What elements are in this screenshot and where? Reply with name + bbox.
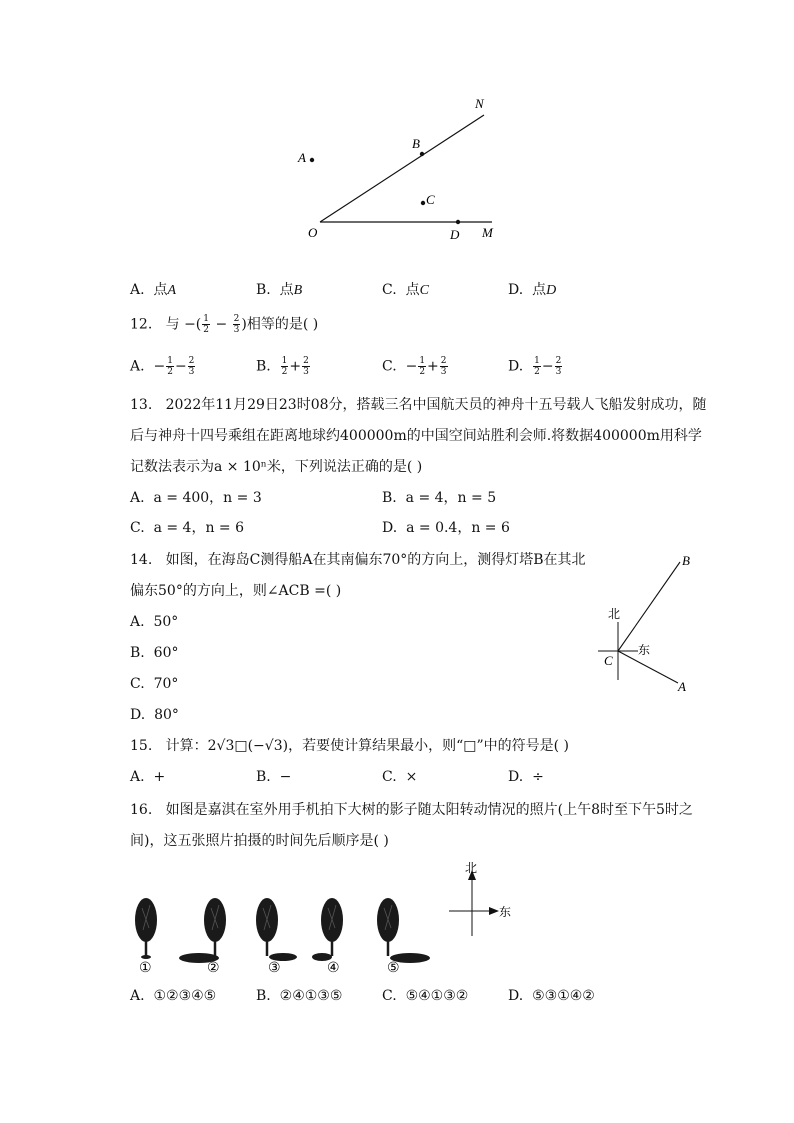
q14-line2: 偏东50°的方向上，则∠ACB =( ) (130, 583, 342, 599)
photo-label-5: ⑤ (387, 961, 400, 976)
photo-label-2: ② (207, 961, 220, 976)
q13-line2: 后与神舟十四号乘组在距离地球约400000m的中国空间站胜利会师.将数据400000m用科学 (130, 428, 702, 444)
q13-option-a[interactable]: A. a = 400，n = 3 (130, 490, 262, 506)
photo-5 (377, 898, 430, 963)
photo-label-3: ③ (268, 961, 281, 976)
q13-option-c[interactable]: C. a = 4，n = 6 (130, 520, 245, 536)
q16-option-d[interactable]: D. ⑤③①④② (508, 988, 595, 1004)
label-d: D (450, 227, 460, 242)
q12-stem: 12. 与 −( $\frac{1}{2}$ − $\frac{2}{3}$ )相等的是( ) (130, 314, 319, 335)
label-north: 北 (608, 607, 621, 621)
compass-figure (445, 860, 525, 940)
q15-option-b[interactable]: B. − (256, 769, 292, 785)
label-m: M (482, 225, 493, 240)
photo-label-4: ④ (327, 961, 340, 976)
q13-option-d[interactable]: D. a = 0.4，n = 6 (382, 520, 510, 536)
q16-line2: 间)，这五张照片拍摄的时间先后顺序是( ) (130, 833, 389, 849)
q16-line1: 16. 如图是嘉淇在室外用手机拍下大树的影子随太阳转动情况的照片(上午8时至下午5时之 (130, 802, 693, 818)
q15-option-d[interactable]: D. ÷ (508, 769, 544, 785)
photo-3 (256, 898, 297, 961)
q12-option-b[interactable]: B. $\frac{1}{2}$ + $\frac{2}{3}$ (256, 356, 309, 377)
q14-line1: 14. 如图，在海岛C测得船A在其南偏东70°的方向上，测得灯塔B在其北 (130, 552, 586, 568)
q16-option-c[interactable]: C. ⑤④①③② (382, 988, 469, 1004)
photo-2 (179, 898, 226, 963)
q13-line1: 13. 2022年11月29日23时08分，搭载三名中国航天员的神舟十五号载人飞船发射成功，随 (130, 397, 707, 413)
label-east: 东 (638, 643, 651, 657)
label-a: A (298, 150, 306, 165)
q11-option-b[interactable]: B. 点B (256, 282, 303, 298)
point-b (420, 152, 424, 156)
label-o: O (308, 225, 318, 240)
q15-option-a[interactable]: A. + (130, 769, 166, 785)
q11-option-d[interactable]: D. 点D (508, 282, 557, 298)
label-b: B (412, 136, 420, 151)
compass-north: 北 (465, 861, 478, 875)
q16-option-b[interactable]: B. ②④①③⑤ (256, 988, 343, 1004)
ray-on (320, 115, 484, 222)
photo-1 (135, 898, 157, 959)
label-c: C (426, 192, 435, 207)
photo-label-1: ① (139, 961, 152, 976)
point-a (310, 158, 314, 162)
q15-option-c[interactable]: C. × (382, 769, 418, 785)
label-n: N (475, 96, 484, 111)
east-arrow-icon (489, 907, 499, 915)
label-a: A (678, 679, 686, 694)
q11-option-a[interactable]: A. 点A (130, 282, 177, 298)
label-b: B (682, 553, 690, 568)
q12-option-c[interactable]: C. − $\frac{1}{2}$ + $\frac{2}{3}$ (382, 356, 447, 377)
q12-option-d[interactable]: D. $\frac{1}{2}$ − $\frac{2}{3}$ (508, 356, 562, 377)
q16-option-a[interactable]: A. ①②③④⑤ (130, 988, 217, 1004)
bearing-figure (590, 550, 700, 700)
angle-figure (290, 90, 520, 250)
point-d (456, 220, 460, 224)
q14-option-b[interactable]: B. 60° (130, 645, 179, 661)
q15-stem: 15. 计算：2√3□(−√3)，若要使计算结果最小，则“□”中的符号是( ) (130, 738, 569, 754)
q13-line3: 记数法表示为a × 10ⁿ米，下列说法正确的是( ) (130, 459, 423, 475)
point-c (421, 201, 425, 205)
q12-option-a[interactable]: A. − $\frac{1}{2}$ − $\frac{2}{3}$ (130, 356, 195, 377)
q13-option-b[interactable]: B. a = 4，n = 5 (382, 490, 497, 506)
q14-option-c[interactable]: C. 70° (130, 676, 179, 692)
label-c: C (604, 653, 613, 668)
ray-cb (618, 562, 680, 651)
photo-4 (312, 898, 343, 961)
compass-east: 东 (499, 905, 512, 919)
q11-option-c[interactable]: C. 点C (382, 282, 429, 298)
q14-option-a[interactable]: A. 50° (130, 614, 179, 630)
q14-option-d[interactable]: D. 80° (130, 707, 179, 723)
